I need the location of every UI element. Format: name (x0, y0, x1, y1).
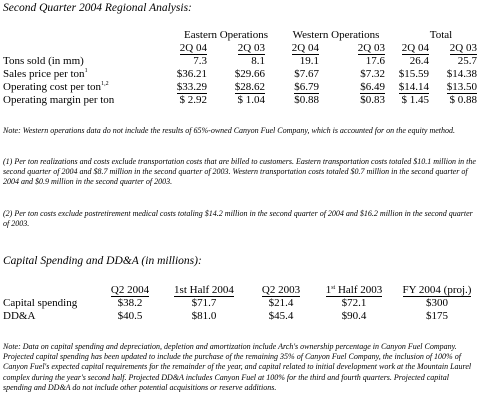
group-header-total: Total (429, 29, 453, 41)
table-cell: 25.7 (457, 55, 477, 67)
period-header: 2Q 03 (449, 42, 477, 54)
table-cell: $ 2.92 (179, 94, 207, 106)
period-header: 2Q 04 (291, 42, 319, 54)
capital-header: 1st Half 2004 (174, 284, 234, 296)
period-header: 2Q 04 (179, 42, 207, 54)
table-cell: $7.32 (360, 68, 385, 80)
table-cell: $14.38 (446, 68, 477, 80)
capital-spending-title: Capital Spending and DD&A (in millions): (3, 255, 202, 267)
capital-header: 1st Half 2003 (325, 284, 383, 296)
capital-header: Q2 2003 (261, 284, 301, 296)
table-cell: $300 (426, 297, 448, 309)
group-header-eastern: Eastern Operations (184, 29, 268, 41)
table-cell: $6.79 (294, 81, 319, 93)
row-label-tons-sold: Tons sold (in mm) (3, 55, 84, 67)
row-label-sales-price: Sales price per ton$^1$ (3, 68, 88, 80)
period-header: 2Q 04 (401, 42, 429, 54)
footnote-2: (2) Per ton costs exclude postretirement medical costs totaling $14.2 million in the second quarter of 2004 and $16.2 million in the second quarter of 2003. (3, 209, 473, 229)
table-cell: $40.5 (117, 310, 143, 322)
row-label-operating-cost: Operating cost per ton$^{1,2}$ (3, 81, 109, 93)
table-cell: $21.4 (268, 297, 294, 309)
table-cell: 17.6 (365, 55, 385, 67)
row-label-dda: DD&A (3, 310, 36, 322)
table-cell: $38.2 (117, 297, 143, 309)
row-label-capital-spending: Capital spending (3, 297, 78, 309)
table-cell: $45.4 (268, 310, 294, 322)
table-cell: 26.4 (409, 55, 429, 67)
table-cell: $15.59 (398, 68, 429, 80)
table-cell: 7.3 (193, 55, 207, 67)
table-cell: $36.21 (176, 68, 207, 80)
table-cell: $ 0.88 (449, 94, 477, 106)
table-cell: $0.88 (294, 94, 319, 106)
group-header-western: Western Operations (292, 29, 380, 41)
table-cell: $81.0 (191, 310, 217, 322)
table-cell: $33.29 (176, 81, 207, 93)
table-cell: $175 (426, 310, 448, 322)
period-header: 2Q 03 (237, 42, 265, 54)
table-cell: 8.1 (251, 55, 265, 67)
table-cell: $ 1.04 (237, 94, 265, 106)
table-cell: $14.14 (398, 81, 429, 93)
row-label-operating-margin: Operating margin per ton (3, 94, 115, 106)
capital-header: Q2 2004 (110, 284, 150, 296)
table-cell: $0.83 (360, 94, 385, 106)
table-cell: $7.67 (294, 68, 319, 80)
capital-header: FY 2004 (proj.) (402, 284, 472, 296)
table-cell: $ 1.45 (401, 94, 429, 106)
table-cell: $72.1 (341, 297, 367, 309)
western-operations-note: Note: Western operations data do not include the results of 65%-owned Canyon Fuel Company, which is accounted for on the equity method. (3, 126, 456, 135)
table-cell: 19.1 (299, 55, 319, 67)
capital-spending-note: Note: Data on capital spending and depreciation, depletion and amortization include Arch's ownership percentage in Canyon Fuel Company. Projected capital spending has been updated to include the purchase of the remaining 35% of Canyon Fuel Company, the inclusion of 100% of Canyon Fuel's expected capital requirements for the remainder of the year, and capital related to initial development work at the Mountain Laurel complex during the year's second half. Projected DD&A includes Canyon Fuel at 100% for the third and fourth quarters. Projected capital spending and DD&A do not include other potential acquisitions or reserve additions. (3, 342, 472, 392)
period-header: 2Q 03 (357, 42, 385, 54)
table-cell: $71.7 (191, 297, 217, 309)
regional-analysis-title: Second Quarter 2004 Regional Analysis: (3, 2, 192, 14)
table-cell: $13.50 (446, 81, 477, 93)
table-cell: $90.4 (341, 310, 367, 322)
table-cell: $29.66 (234, 68, 265, 80)
footnote-1: (1) Per ton realizations and costs exclude transportation costs that are billed to customers. Eastern transportation costs totaled $10.1 million in the second quarter of 2004 and $8.7 million in the second quarter of 2003. Western transportation costs totaled $0.7 million in the second quarter of 2004 and $0.9 million in the second quarter of 2003. (3, 157, 476, 187)
table-cell: $6.49 (360, 81, 385, 93)
table-cell: $28.62 (234, 81, 265, 93)
